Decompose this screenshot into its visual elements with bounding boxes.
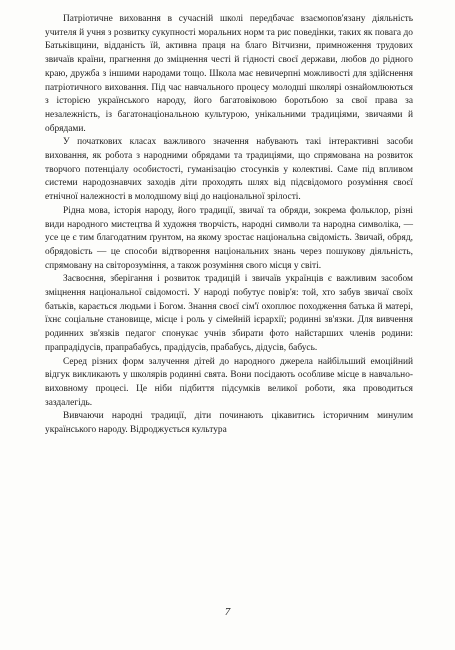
body-text (45, 13, 413, 438)
paragraph-3: Рідна мова, історія народу, його традиції, звичаї та обряди, зокрема фольклор, різні види народного мистецтва й художня творчість, народні символи та народна символіка, — усе це є тим благодатним ґрунтом, на якому зростає національна свідомість. Звичай, обряд, обрядовість — це способи відтворення національних знань через пошукову діяльність, спрямовану на світорозуміння, а також розуміння свого місця у світі. (45, 205, 413, 271)
paragraph-2: У початкових класах важливого значення набувають такі інтерактивні засоби виховання, як робота з народними обрядами та традиціями, що спрямована на розвиток творчого потенціалу особистості, гуманізацію стосунків у колективі. Саме під впливом системи народознавчих заходів діти проходять шлях від підсвідомого розуміння своєї етнічної належності в молодшому віці до національної зрілості. (45, 137, 413, 203)
paragraph-5: Серед різних форм залучення дітей до народного джерела найбільший емоційний відгук викликають у школярів родинні свята. Вони посідають особливе місце в навчально-виховному процесі. Це ніби підбиття підсумків великої роботи, яка проводиться заздалегідь. (45, 356, 413, 408)
page-number: 7 (224, 606, 231, 618)
paragraph-6: Вивчаючи народні традиції, діти починають цікавитись історичним минулим українського народу. Відроджується культура (45, 411, 413, 436)
paragraph-1: Патріотичне виховання в сучасній школі передбачає взаємопов'язану діяльність учителя й учня з розвитку сукупності моральних норм та рис поведінки, таких як повага до Батьківщини, відданість їй, активна праця на благо Вітчизни, примноження трудових звичаїв країни, прагнення до зміцнення честі й гідності своєї держави, любов до рідного краю, дружба з іншими народами тощо. Школа має невичерпні можливості для здійснення патріотичного виховання. Під час навчального процесу молодші школярі ознайомлюються з історією українського народу, його багатовіковою боротьбою за свої права за незалежність, із багатонаціональною культурою, унікальними традиціями, звичаями й обрядами. (45, 14, 413, 134)
paragraph-4: Засвоєння, зберігання і розвиток традицій і звичаїв українців є важливим засобом зміцнення національної свідомості. У народі побутує повір'я: той, хто забув звичаї своїх батьків, карається людьми і Богом. Знання своєї сім'ї охоплює походження батька й матері, їхнє соціальне становище, місце і роль у сімейній ієрархії; родинні зв'язки. Для вивчення родинних зв'язків педагог спонукає учнів збирати фото найстарших членів родини: прапрадідусів, прапрабабусь, прадідусів, прабабусь, дідусів, бабусь. (45, 274, 413, 353)
